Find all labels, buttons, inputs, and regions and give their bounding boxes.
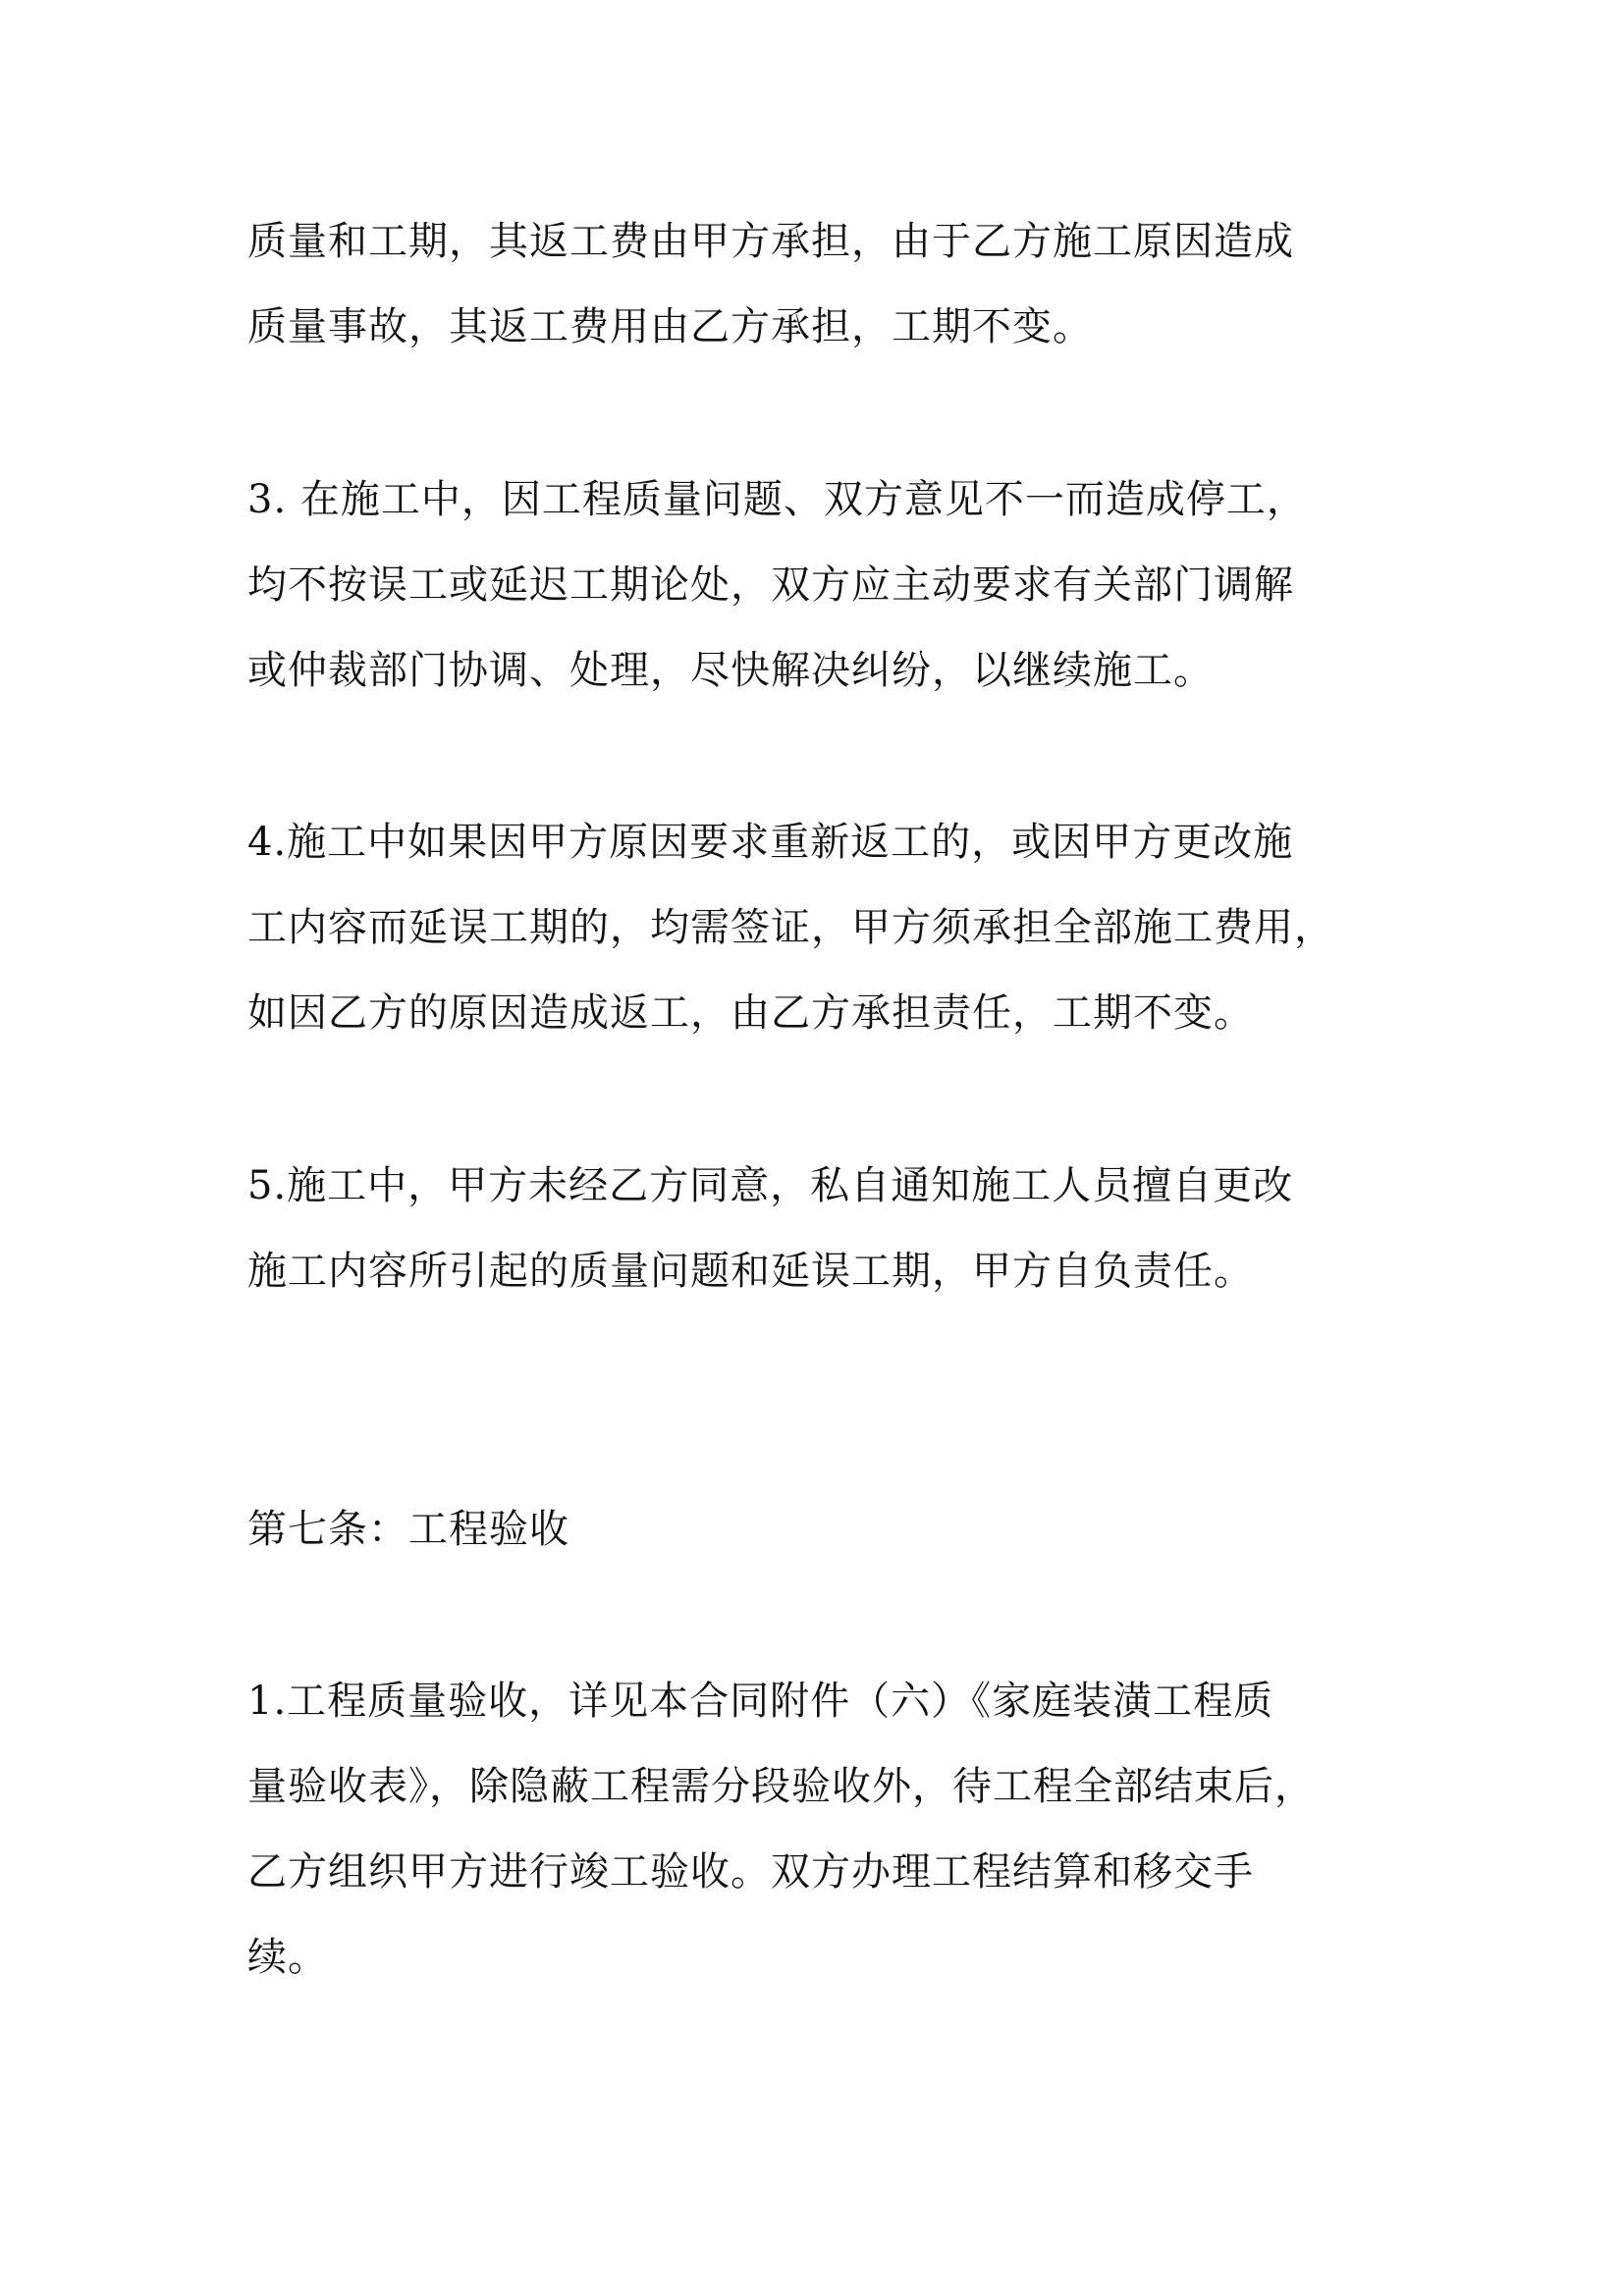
item-3-line-3: 或仲裁部门协调、处理，尽快解决纠纷，以继续施工。 bbox=[247, 648, 1214, 693]
item-5-line-2: 施工内容所引起的质量问题和延误工期，甲方自负责任。 bbox=[247, 1249, 1254, 1294]
item-4-line-1: 4.施工中如果因甲方原因要求重新返工的，或因甲方更改施 bbox=[247, 820, 1294, 865]
section-7-item-1-line-3: 乙方组织甲方进行竣工验收。双方办理工程结算和移交手 bbox=[247, 1849, 1254, 1895]
section-7-item-1-line-4: 续。 bbox=[247, 1935, 328, 1980]
continuation-line-2: 质量事故，其返工费用由乙方承担，工期不变。 bbox=[247, 304, 1093, 349]
item-3-line-2: 均不按误工或延迟工期论处，双方应主动要求有关部门调解 bbox=[247, 562, 1294, 608]
item-4-line-3: 如因乙方的原因造成返工，由乙方承担责任，工期不变。 bbox=[247, 990, 1254, 1036]
item-3-line-1: 3. 在施工中，因工程质量问题、双方意见不一而造成停工， bbox=[247, 477, 1307, 522]
item-5-line-1: 5.施工中，甲方未经乙方同意，私自通知施工人员擅自更改 bbox=[247, 1163, 1294, 1208]
section-7-item-1-line-1: 1.工程质量验收，详见本合同附件（六）《家庭装潢工程质 bbox=[247, 1679, 1274, 1724]
section-7-item-1-line-2: 量验收表》，除隐蔽工程需分段验收外，待工程全部结束后， bbox=[247, 1764, 1315, 1809]
continuation-line-1: 质量和工期，其返工费由甲方承担，由于乙方施工原因造成 bbox=[247, 219, 1294, 264]
section-7-heading: 第七条：工程验收 bbox=[247, 1507, 569, 1552]
item-4-line-2: 工内容而延误工期的，均需签证，甲方须承担全部施工费用， bbox=[247, 905, 1334, 950]
